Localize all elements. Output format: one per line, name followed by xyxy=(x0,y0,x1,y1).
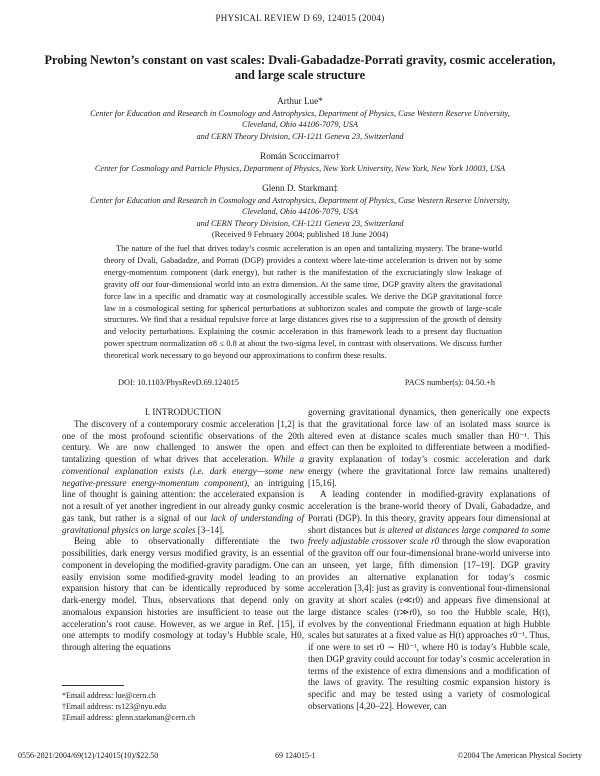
author-block-1 xyxy=(30,96,570,142)
paragraph: Being able to observationally differentiate the two possibilities, dark energy versus modified gravity, is an essential component in developing the modified-gravity paradigm. One can easily envision some modified-gravity model leading to an expansion history that can be identically reproduced by some dark-energy model. Thus, observations that depend only on anomalous expansion histories are insufficient to tease out the acceleration’s root cause. However, as we argue in Ref. [15], if one attempts to modify cosmology at today’s Hubble scale, H0, through altering the equations xyxy=(62,536,304,652)
paragraph: governing gravitational dynamics, then generically one expects that the gravitational force law of an isolated mass source is altered even at distance scales much smaller than H0⁻¹. This effect can then be exploited to differentiate between a modified-gravity explanation of today’s cosmic acceleration and dark energy (where the gravitational force law remains unaltered) [15,16]. xyxy=(308,407,550,488)
author-block-3 xyxy=(30,183,570,241)
section-heading: I. INTRODUCTION xyxy=(144,407,222,417)
footnote: ‡Email address: glenn.starkman@cern.ch xyxy=(62,713,196,722)
paragraph: The discovery of a contemporary cosmic acceleration [1,2] is one of the most profound scientific observations of the 20th century. We are now challenged to answer the open and tantalizing question of what drives that acceleration. While a conventional explanation exists (i.e. dark energy—some new negative-pressure energy-momentum component), an intriguing line of thought is gaining attention: the accelerated expansion is not a result of yet another ingredient in our already gunky cosmic gas tank, but rather is a signal of our lack of understanding of gravitational physics on large scales [3–14]. xyxy=(62,418,305,535)
affiliation: and CERN Theory Division, CH-1211 Geneva 23, Switzerland xyxy=(196,218,404,228)
author-name: Glenn D. Starkman‡ xyxy=(262,183,338,193)
received-dates: (Received 9 February 2004; published 18 June 2004) xyxy=(211,230,389,240)
title-line-1: Probing Newton’s constant on vast scales: Dvali-Gabadadze-Porrati gravity, cosmic acceleration, xyxy=(44,53,556,67)
copyright: ©2004 The American Physical Society xyxy=(457,751,582,760)
author-name: Román Scoccimarro† xyxy=(260,151,340,161)
right-column xyxy=(308,407,550,713)
pacs-numbers: PACS number(s): 04.50.+h xyxy=(404,378,495,387)
abstract: The nature of the fuel that drives today’s cosmic acceleration is an open and tantalizing mystery. The brane-world theory of Dvali, Gabadadze, and Porrati (DGP) provides a context where late-time acceleration is driven not by some energy-momentum component (dark energy), but rather is the manifestation of the excruciatingly slow leakage of gravity off our four-dimensional world into an extra dimension. At the same time, DGP gravity alters the gravitational force law in a specific and dramatic way at cosmologically accessible scales. We derive the DGP gravitational force law in a cosmological setting for spherical perturbations at subhorizon scales and compute the growth of large-scale structures. We find that a residual repulsive force at large distances gives rise to a suppression of the growth of density and velocity perturbations. Explaining the cosmic acceleration in this framework leads to a present day fluctuation power spectrum normalization σ8 ≤ 0.8 at about the two-sigma level, in contrast with observations. We discuss further theoretical work necessary to go beyond our approximations to confirm these results. xyxy=(104,244,502,361)
title-line-2: and large scale structure xyxy=(234,68,366,82)
footnote: *Email address: lue@cern.ch xyxy=(62,691,156,700)
paragraph: A leading contender in modified-gravity explanations of acceleration is the brane-world theory of Dvali, Gabadadze, and Porrati (DGP). In this theory, gravity appears four dimensional at short distances but is altered at distances large compared to some freely adjustable crossover scale r0 through the slow evaporation of the graviton off our four-dimensional brane-world universe into an unseen, yet large, fifth dimension [17–19]. DGP gravity provides an alternative explanation for today’s cosmic acceleration [3,4]: just as gravity is conventional four-dimensional gravity at short scales (r≪r0) and appears five dimensional at large distance scales (r≫r0), so too the Hubble scale, H(t), evolves by the conventional Friedmann equation at high Hubble scales but saturates at a fixed value as H(t) approaches r0⁻¹. Thus, if one were to set r0 ∼ H0⁻¹, where H0 is today’s Hubble scale, then DGP gravity could account for today’s cosmic acceleration in terms of the existence of extra dimensions and a modification of the laws of gravity. The resulting cosmic expansion history is specific and may be tested using a variety of cosmological observations [4,20–22]. However, can xyxy=(308,489,551,711)
page-number: 69 124015-1 xyxy=(275,751,316,760)
affiliation: Center for Education and Research in Cosmology and Astrophysics, Department of Physics, Case Western Reserve University, xyxy=(90,108,510,118)
running-header: PHYSICAL REVIEW D 69, 124015 (2004) xyxy=(215,13,385,23)
affiliation: Center for Education and Research in Cosmology and Astrophysics, Department of Physics, Case Western Reserve University, xyxy=(90,195,510,205)
author-name: Arthur Lue* xyxy=(277,96,323,106)
footer-code: 0556-2821/2004/69(12)/124015(10)/$22.50 xyxy=(18,751,159,760)
affiliation: Center for Cosmology and Particle Physics, Department of Physics, New York University, New York, New York 10003, USA xyxy=(94,163,506,173)
footnote: †Email address: rs123@nyu.edu xyxy=(62,702,167,711)
affiliation: and CERN Theory Division, CH-1211 Geneva 23, Switzerland xyxy=(196,131,404,141)
affiliation: Cleveland, Ohio 44106-7079, USA xyxy=(242,120,358,130)
footnote-rule xyxy=(62,685,124,686)
left-column xyxy=(62,407,304,654)
affiliation: Cleveland, Ohio 44106-7079, USA xyxy=(242,207,358,217)
author-block-2 xyxy=(30,151,570,174)
paper-title xyxy=(40,53,560,83)
doi[interactable]: DOI: 10.1103/PhysRevD.69.124015 xyxy=(118,378,239,387)
